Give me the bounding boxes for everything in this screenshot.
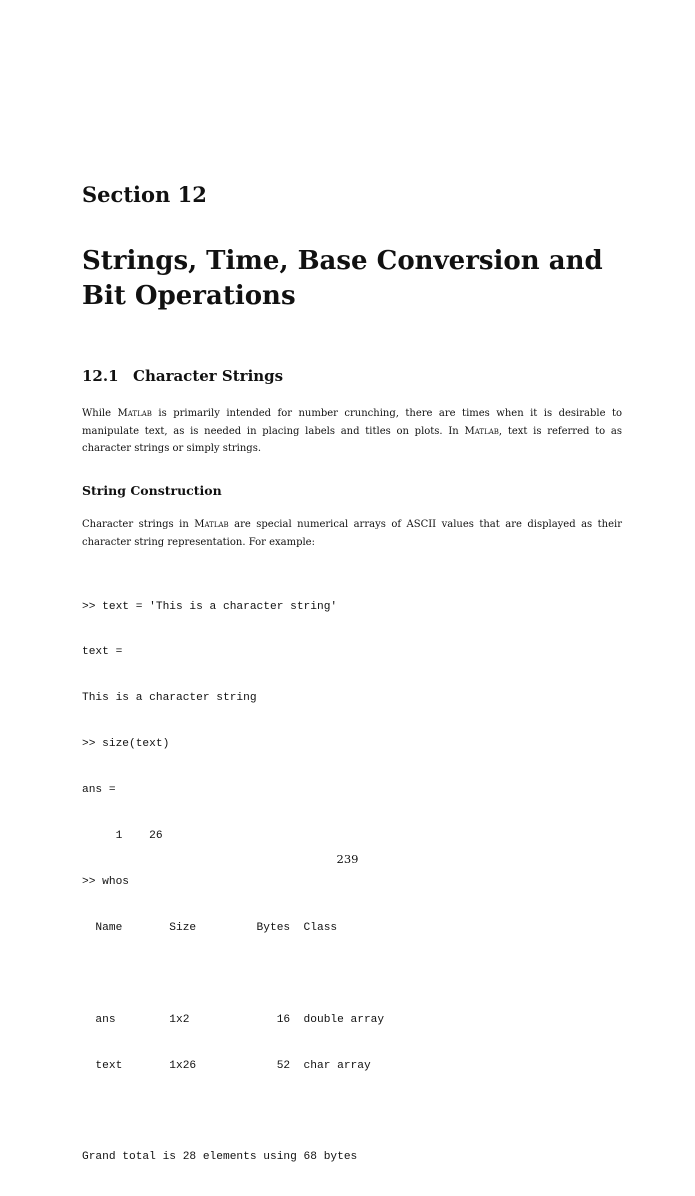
chapter-title <box>82 244 662 314</box>
code-line: ans = <box>82 784 116 797</box>
code-example <box>82 569 384 1196</box>
section-label: Section 12 <box>82 182 207 207</box>
code-line <box>82 1104 384 1119</box>
code-line: >> size(text) <box>82 738 170 751</box>
subsection-number: 12.1 <box>82 367 119 385</box>
code-line: >> whos <box>82 875 129 888</box>
code-line: Name Size Bytes Class <box>82 921 338 934</box>
construction-text-1: Character strings in <box>82 519 195 530</box>
page-number: 239 <box>336 852 359 866</box>
matlab-name-3: Matlab <box>194 519 229 530</box>
subsection-heading <box>82 365 283 387</box>
intro-text-1: While <box>82 408 118 419</box>
intro-paragraph <box>82 405 622 458</box>
subsection-title: Character Strings <box>133 367 284 385</box>
code-line: Grand total is 28 elements using 68 bytes <box>82 1151 358 1164</box>
construction-text-2: are special numerical arrays of ASCII values that are displayed as their character string representation. For example: <box>82 519 622 548</box>
string-construction-heading: String Construction <box>82 483 222 498</box>
matlab-name-1: Matlab <box>117 408 152 419</box>
code-line: text 1x26 52 char array <box>82 1059 371 1072</box>
matlab-name-2: Matlab <box>464 425 499 437</box>
code-line: text = <box>82 646 123 659</box>
chapter-title-line-1: Strings, Time, Base Conversion and <box>82 246 603 276</box>
code-line: 1 26 <box>82 830 163 843</box>
code-line: ans 1x2 16 double array <box>82 1013 385 1026</box>
code-line: >> text = 'This is a character string' <box>82 600 338 613</box>
chapter-title-line-2: Bit Operations <box>82 281 296 311</box>
intro-text-2: is primarily intended for number crunching, there are times when it is desirable to manipulate text, as is needed in placing labels and titles on plots. In <box>82 408 622 437</box>
intro-text-3: , text is referred to as character strings or simply strings. <box>82 425 622 454</box>
construction-paragraph <box>82 516 622 551</box>
code-line: This is a character string <box>82 692 257 705</box>
code-line <box>82 967 384 982</box>
